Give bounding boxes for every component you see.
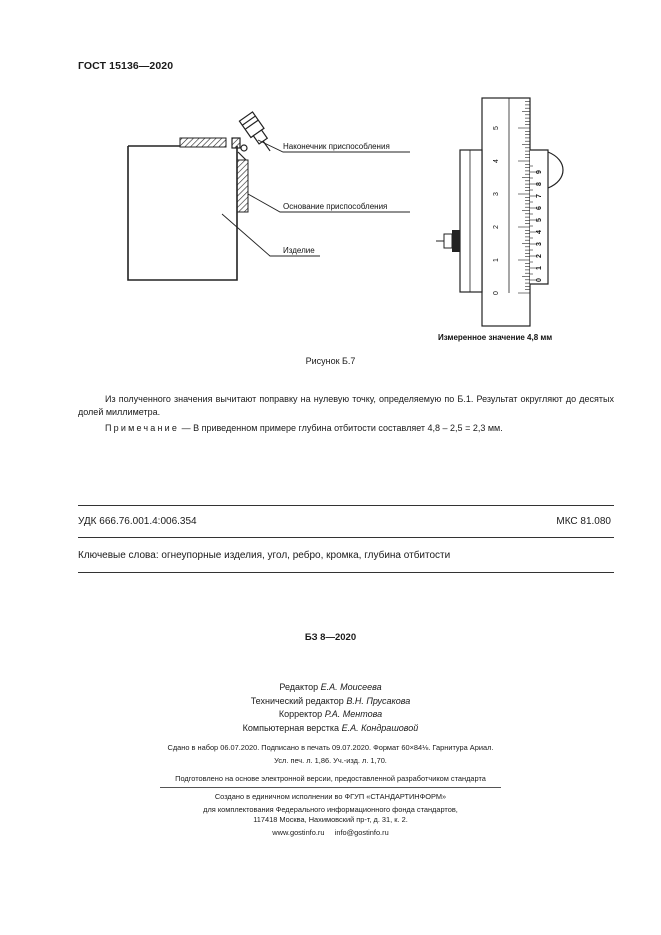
- created-line-1: Создано в единичном исполнении во ФГУП «СТАНДАРТИНФОРМ»: [214, 792, 447, 801]
- created-line-2: для комплектования Федерального информационного фонда стандартов,: [203, 804, 458, 814]
- note-label: Примечание: [105, 423, 180, 433]
- product-block: [128, 146, 237, 280]
- vernier-number: 6: [536, 206, 543, 210]
- vernier-number: 9: [536, 170, 543, 174]
- figure-drawing: [0, 88, 661, 348]
- divider-top: [78, 505, 614, 506]
- vernier-number: 0: [536, 278, 543, 282]
- credit-corrector: Корректор Р.А. Ментова: [278, 709, 383, 719]
- main-scale-number: 4: [493, 159, 500, 163]
- print-line-2: Усл. печ. л. 1,86. Уч.-изд. л. 1,70.: [274, 755, 387, 765]
- vernier-number: 4: [536, 230, 543, 234]
- fixture-tip: [232, 112, 277, 160]
- document-header: ГОСТ 15136—2020: [78, 60, 174, 72]
- credit-editor: Редактор Е.А. Моисеева: [279, 682, 382, 692]
- locking-screw: [436, 230, 460, 252]
- vernier-number: 8: [536, 182, 543, 186]
- vernier-number: 2: [536, 254, 543, 258]
- vernier-number: 1: [536, 266, 543, 270]
- main-scale-number: 5: [493, 126, 500, 130]
- figure-b7: [0, 88, 661, 348]
- bz-number: БЗ 8—2020: [304, 632, 357, 643]
- prepared-note: Подготовлено на основе электронной версии, предоставленной разработчиком стандарта: [175, 774, 486, 783]
- label-base: Основание приспособления: [283, 202, 388, 211]
- main-scale-number: 1: [493, 258, 500, 262]
- main-scale-number: 0: [493, 291, 500, 295]
- note: [78, 422, 614, 435]
- credit-tech-editor: Технический редактор В.Н. Прусакова: [250, 695, 411, 706]
- vernier-number: 3: [536, 242, 543, 246]
- vernier-number: 7: [536, 194, 543, 198]
- label-tip: Наконечник приспособления: [283, 142, 390, 151]
- note-text: — В приведенном примере глубина отбитости составляет 4,8 – 2,5 = 2,3 мм.: [179, 423, 503, 433]
- website-link[interactable]: www.gostinfo.ru: [272, 827, 325, 837]
- divider-middle: [78, 537, 614, 538]
- keywords: Ключевые слова: огнеупорные изделия, угол, ребро, кромка, глубина отбитости: [78, 550, 451, 561]
- address: 117418 Москва, Нахимовский пр-т, д. 31, к. 2.: [253, 815, 408, 824]
- fixture-base: [237, 160, 248, 212]
- figure-caption: Рисунок Б.7: [305, 356, 356, 366]
- measured-value-label: Измеренное значение 4,8 мм: [438, 333, 553, 342]
- leader-lines: [222, 140, 410, 256]
- divider-publisher: [160, 787, 501, 788]
- publisher-info: [0, 791, 661, 816]
- udk-code: УДК 666.76.001.4:006.354: [78, 516, 197, 527]
- email-link[interactable]: info@gostinfo.ru: [334, 827, 389, 837]
- contacts: [0, 827, 661, 840]
- depth-caliper: [436, 98, 563, 326]
- mks-code: МКС 81.080: [556, 516, 611, 527]
- address-block: [0, 814, 661, 839]
- credit-layout: Компьютерная верстка Е.А. Кондрашовой: [242, 722, 419, 733]
- credits: [0, 681, 661, 735]
- label-item: Изделие: [283, 246, 315, 255]
- vernier-number: 5: [536, 218, 543, 222]
- paragraph-correction: Из полученного значения вычитают поправку на нулевую точку, определяемую по Б.1. Результат округляют до десятых долей миллиметра.: [78, 394, 614, 417]
- main-scale-number: 2: [493, 225, 500, 229]
- divider-bottom: [78, 572, 614, 573]
- print-line-1: Сдано в набор 06.07.2020. Подписано в печать 09.07.2020. Формат 60×84⅛. Гарнитура Ариал.: [167, 743, 494, 752]
- fixture-top-bar: [180, 138, 226, 147]
- print-info: [0, 742, 661, 767]
- main-scale-number: 3: [493, 192, 500, 196]
